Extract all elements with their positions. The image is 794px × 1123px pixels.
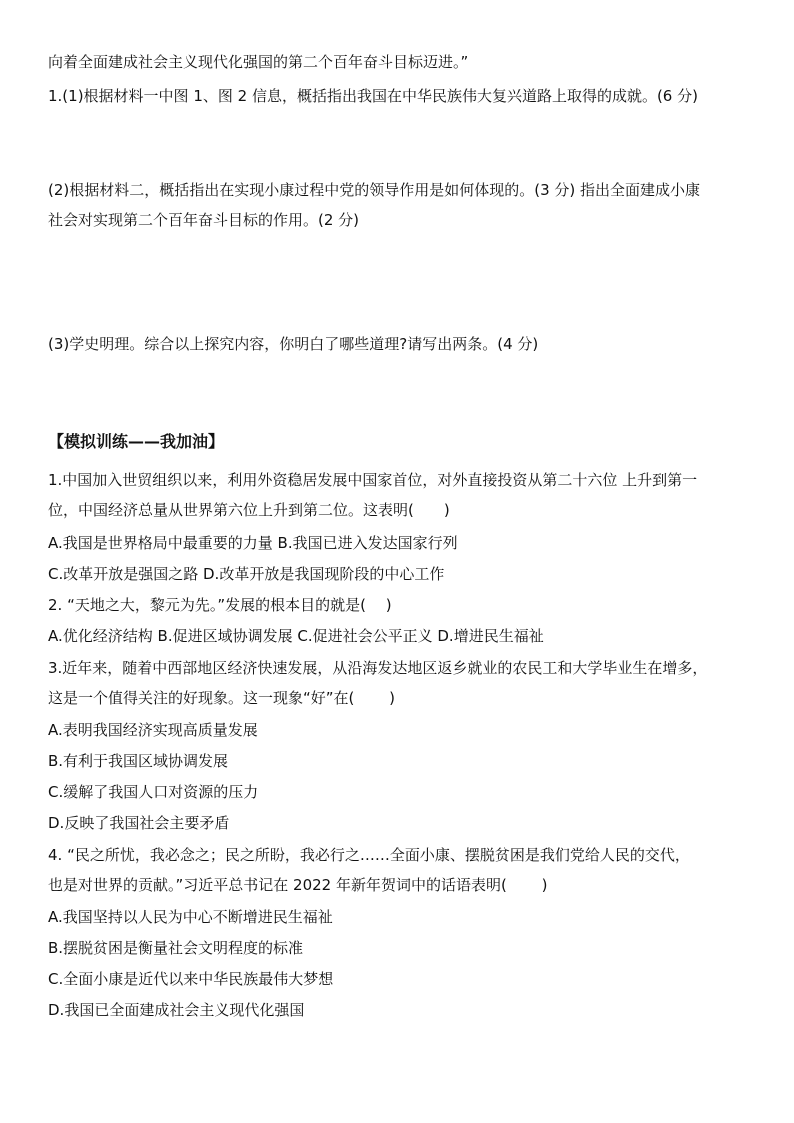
item-3-option-a: A.表明我国经济实现高质量发展: [48, 721, 258, 739]
question-1-1: 1.(1)根据材料一中图 1、图 2 信息，概括指出我国在中华民族伟大复兴道路上取得的成就。(6 分): [48, 87, 698, 105]
section-title: 【模拟训练——我加油】: [48, 432, 225, 451]
item-4-option-a: A.我国坚持以人民为中心不断增进民生福祉: [48, 908, 333, 926]
item-1-options-cd: C.改革开放是强国之路 D.改革开放是我国现阶段的中心工作: [48, 565, 445, 583]
item-1-stem-line2: 位，中国经济总量从世界第六位上升到第二位。这表明( ): [48, 501, 450, 519]
item-4-stem-line2: 也是对世界的贡献。”习近平总书记在 2022 年新年贺词中的话语表明( ): [48, 876, 548, 894]
item-4-option-b: B.摆脱贫困是衡量社会文明程度的标准: [48, 939, 304, 957]
item-3-option-c: C.缓解了我国人口对资源的压力: [48, 783, 259, 801]
item-1-stem-line1: 1.中国加入世贸组织以来，利用外资稳居发展中国家首位，对外直接投资从第二十六位 上升到第一: [48, 471, 698, 489]
item-3-stem-line1: 3.近年来，随着中西部地区经济快速发展，从沿海发达地区返乡就业的农民工和大学毕业生在增多，: [48, 659, 708, 677]
item-3-option-d: D.反映了我国社会主要矛盾: [48, 814, 230, 832]
item-1-options-ab: A.我国是世界格局中最重要的力量 B.我国已进入发达国家行列: [48, 534, 458, 552]
item-4-stem-line1: 4. “民之所忧，我必念之；民之所盼，我必行之……全面小康、摆脱贫困是我们党给人民的交代，: [48, 846, 690, 864]
item-2-options: A.优化经济结构 B.促进区域协调发展 C.促进社会公平正义 D.增进民生福祉: [48, 627, 544, 645]
item-4-option-c: C.全面小康是近代以来中华民族最伟大梦想: [48, 970, 334, 988]
item-2-stem: 2. “天地之大，黎元为先。”发展的根本目的就是( ): [48, 596, 392, 614]
intro-text: 向着全面建成社会主义现代化强国的第二个百年奋斗目标迈进。”: [48, 53, 469, 71]
item-3-option-b: B.有利于我国区域协调发展: [48, 752, 229, 770]
question-1-2-line2: 社会对实现第二个百年奋斗目标的作用。(2 分): [48, 211, 360, 229]
item-4-option-d: D.我国已全面建成社会主义现代化强国: [48, 1001, 305, 1019]
question-1-2-line1: (2)根据材料二，概括指出在实现小康过程中党的领导作用是如何体现的。(3 分) 指出全面建成小康: [48, 181, 701, 199]
question-1-3: (3)学史明理。综合以上探究内容，你明白了哪些道理?请写出两条。(4 分): [48, 335, 539, 353]
item-3-stem-line2: 这是一个值得关注的好现象。这一现象“好”在( ): [48, 689, 396, 707]
